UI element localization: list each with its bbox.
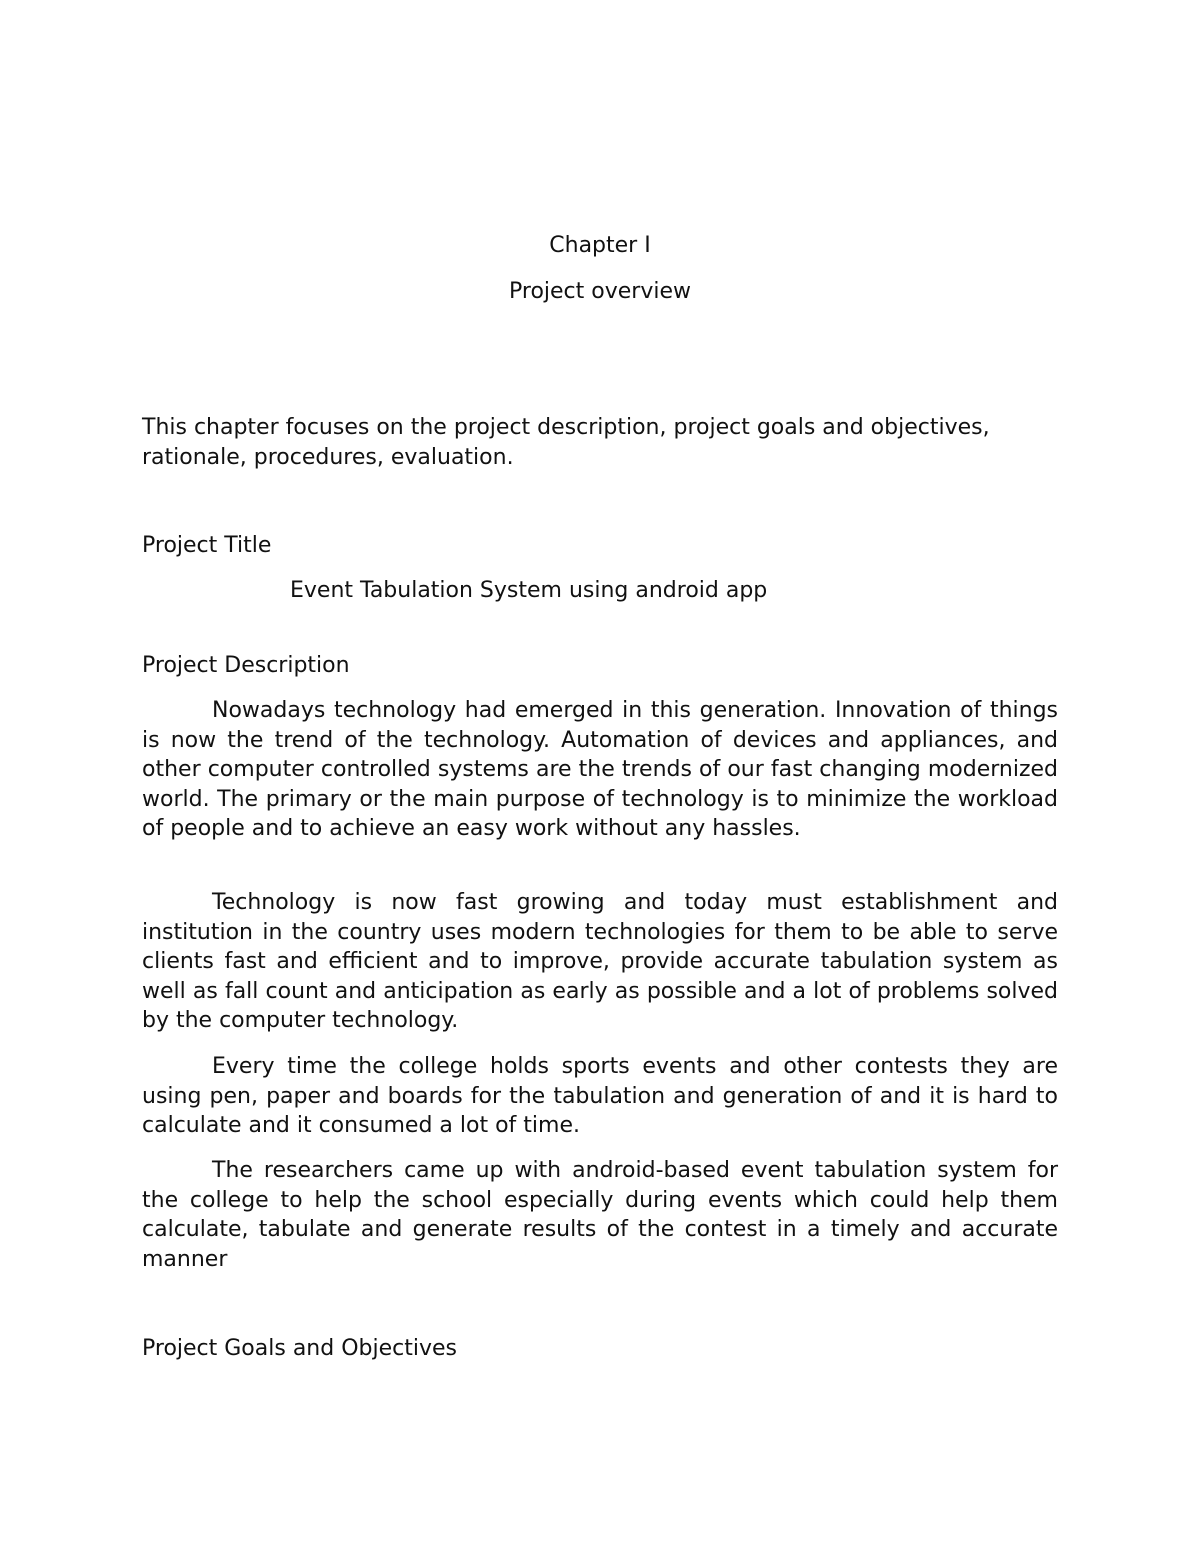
goals-heading: Project Goals and Objectives	[142, 1336, 457, 1361]
chapter-number: Chapter I	[549, 233, 651, 258]
chapter-title: Project overview	[509, 279, 691, 304]
project-title-heading: Project Title	[142, 533, 272, 558]
description-paragraph-3: Every time the college holds sports events and other contests they are using pen, paper and boards for the tabulation and generation of and it is hard to calculate and it consumed a lot of time.	[142, 1054, 1058, 1138]
description-paragraph-1: Nowadays technology had emerged in this generation. Innovation of things is now the trend of the technology. Automation of devices and appliances, and other computer controlled systems are the trends of our fast changing modernized world. The primary or the main purpose of technology is to minimize the workload of people and to achieve an easy work without any hassles.	[142, 698, 1058, 841]
project-description-heading: Project Description	[142, 653, 350, 678]
description-paragraph-2: Technology is now fast growing and today must establishment and institution in the country uses modern technologies for them to be able to serve clients fast and efficient and to improve, provide accurate tabulation system as well as fall count and anticipation as early as possible and a lot of problems solved by the computer technology.	[142, 890, 1058, 1033]
description-paragraph-4: The researchers came up with android-based event tabulation system for the college to help the school especially during events which could help them calculate, tabulate and generate results of the contest in a timely and accurate manner	[142, 1158, 1058, 1272]
intro-paragraph: This chapter focuses on the project description, project goals and objectives, rationale, procedures, evaluation.	[142, 415, 990, 470]
project-title: Event Tabulation System using android app	[290, 578, 768, 603]
